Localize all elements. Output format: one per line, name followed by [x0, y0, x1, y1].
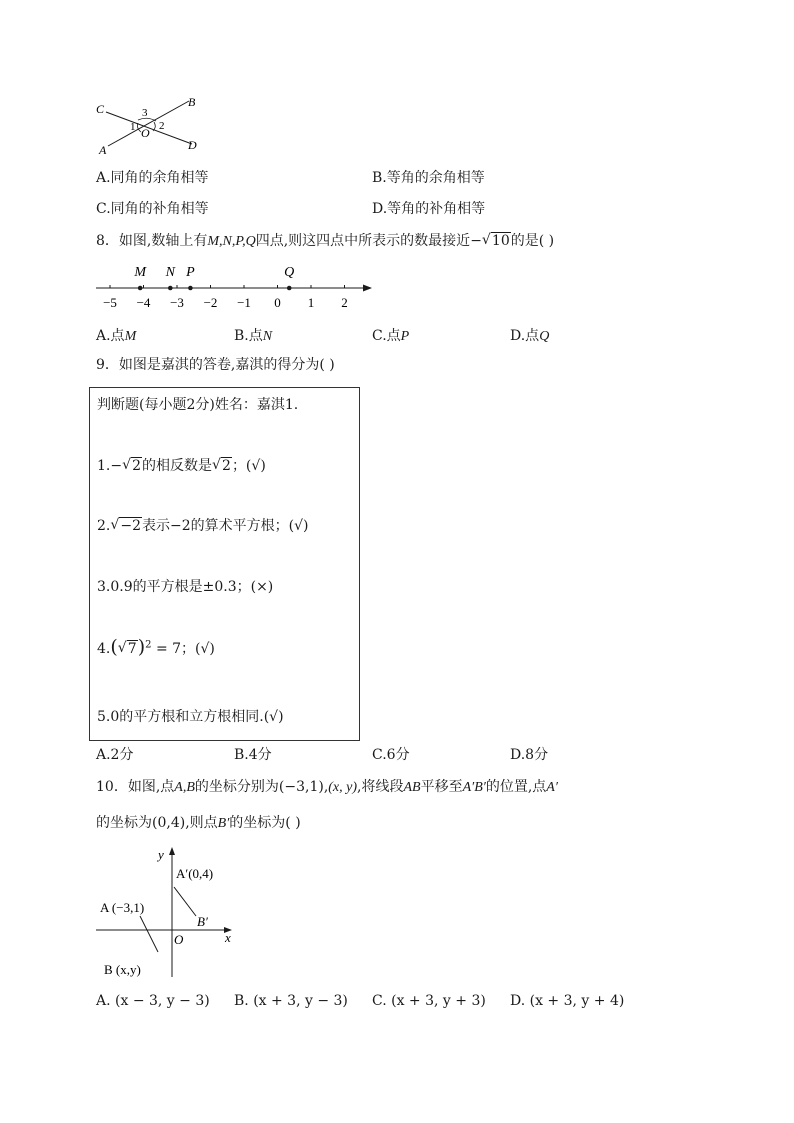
tick-label: −1 [237, 295, 251, 310]
sheet-item-2: 2.√ −2表示−2的算术平方根；(√) [97, 515, 308, 535]
label-angle-3: 3 [142, 107, 148, 119]
tick-label: −4 [136, 295, 151, 310]
q9-option-c[interactable]: C.6分 [372, 747, 410, 763]
point-b1-label: B′ [197, 914, 208, 929]
q10-option-c[interactable]: C. (x + 3, y + 3) [372, 993, 486, 1009]
x-label: x [225, 930, 231, 945]
q8-option-d[interactable]: D.点Q [510, 328, 550, 344]
tick-label: 1 [307, 295, 315, 310]
q10-question-line2: 的坐标为(0,4),则点B′的坐标为( ) [96, 815, 301, 831]
q7-option-c[interactable]: C.同角的补角相等 [96, 201, 209, 217]
sheet-header: 判断题(每小题2分)姓名：嘉淇1. [97, 397, 299, 413]
y-axis-arrow [169, 847, 175, 855]
sheet-item-3: 3.0.9的平方根是±0.3；(×) [97, 579, 274, 595]
q8-number-line [94, 260, 384, 312]
sheet-item-5: 5.0的平方根和立方根相同.(√) [97, 709, 284, 725]
tick-label: −3 [170, 295, 184, 310]
q10-option-d[interactable]: D. (x + 3, y + 4) [510, 993, 625, 1009]
sheet-item-1: 1.−√ 2的相反数是√ 2；(√) [97, 455, 266, 475]
q7-option-a[interactable]: A.同角的余角相等 [96, 170, 209, 186]
q10-coordinate-figure [94, 842, 244, 982]
label-o: O [141, 126, 150, 140]
q9-option-d[interactable]: D.8分 [510, 747, 549, 763]
point-q [287, 286, 292, 291]
label-angle-1: 1 [130, 121, 136, 133]
point-label-p: P [186, 265, 195, 280]
q8-text-pre: 如图,数轴上有 [118, 233, 208, 249]
y-label: y [158, 847, 164, 862]
tick-label: −5 [103, 295, 117, 310]
q9-answer-sheet [89, 387, 360, 741]
point-a1-label: A′(0,4) [176, 866, 214, 881]
segment-ab [140, 916, 158, 952]
tick-label: 0 [274, 295, 281, 310]
point-label-q: Q [284, 265, 295, 280]
q8-radicand: 10 [491, 233, 510, 249]
label-a: A [99, 143, 107, 156]
tick-label: 2 [341, 295, 348, 310]
label-angle-2: 2 [159, 120, 165, 132]
origin-label: O [174, 932, 184, 947]
q8-neg-sign: − [470, 233, 482, 249]
q8-text-mid: 四点,则这四点中所表示的数最接近 [255, 233, 471, 249]
tick-label: −2 [203, 295, 218, 310]
point-m [138, 286, 143, 291]
q7-option-d[interactable]: D.等角的补角相等 [372, 201, 486, 217]
q8-sqrt [482, 231, 511, 251]
q10-option-b[interactable]: B. (x + 3, y − 3) [234, 993, 348, 1009]
q8-vars: M,N,P,Q [207, 234, 256, 249]
q8-option-a[interactable]: A.点M [96, 328, 137, 344]
axis-arrow [363, 285, 372, 292]
q9-text: 如图是嘉淇的答卷,嘉淇的得分为( ) [118, 357, 335, 373]
label-c: C [96, 102, 105, 116]
q8-question [96, 231, 554, 252]
point-n [168, 286, 173, 291]
q9-option-a[interactable]: A.2分 [96, 747, 134, 763]
q9-question [96, 355, 335, 375]
point-label-n: N [165, 265, 175, 280]
q9-option-b[interactable]: B.4分 [234, 747, 272, 763]
q8-option-b[interactable]: B.点N [234, 328, 273, 344]
q9-number: 9． [96, 357, 119, 373]
q7-angle-figure [94, 92, 206, 156]
q8-option-c[interactable]: C.点P [372, 328, 410, 344]
label-b: B [188, 95, 196, 109]
q10-option-a[interactable]: A. (x − 3, y − 3) [96, 993, 210, 1009]
q10-question-line1: 10．如图,点A,B的坐标分别为(−3,1),(x, y),将线段AB平移至A′B′的位置,点A′ [96, 779, 558, 795]
point-p [188, 286, 193, 291]
segment-a1b1 [174, 887, 196, 916]
point-b-label: B (x,y) [104, 962, 141, 977]
label-d: D [188, 138, 197, 152]
q8-number: 8． [96, 233, 119, 249]
sheet-item-4: 4.(√ 7)$^2$ = 7；(√) [97, 636, 215, 658]
point-label-m: M [134, 265, 146, 280]
q7-option-b[interactable]: B.等角的余角相等 [372, 170, 485, 186]
q8-text-post: 的是( ) [510, 233, 555, 249]
point-a-label: A (−3,1) [100, 900, 145, 915]
